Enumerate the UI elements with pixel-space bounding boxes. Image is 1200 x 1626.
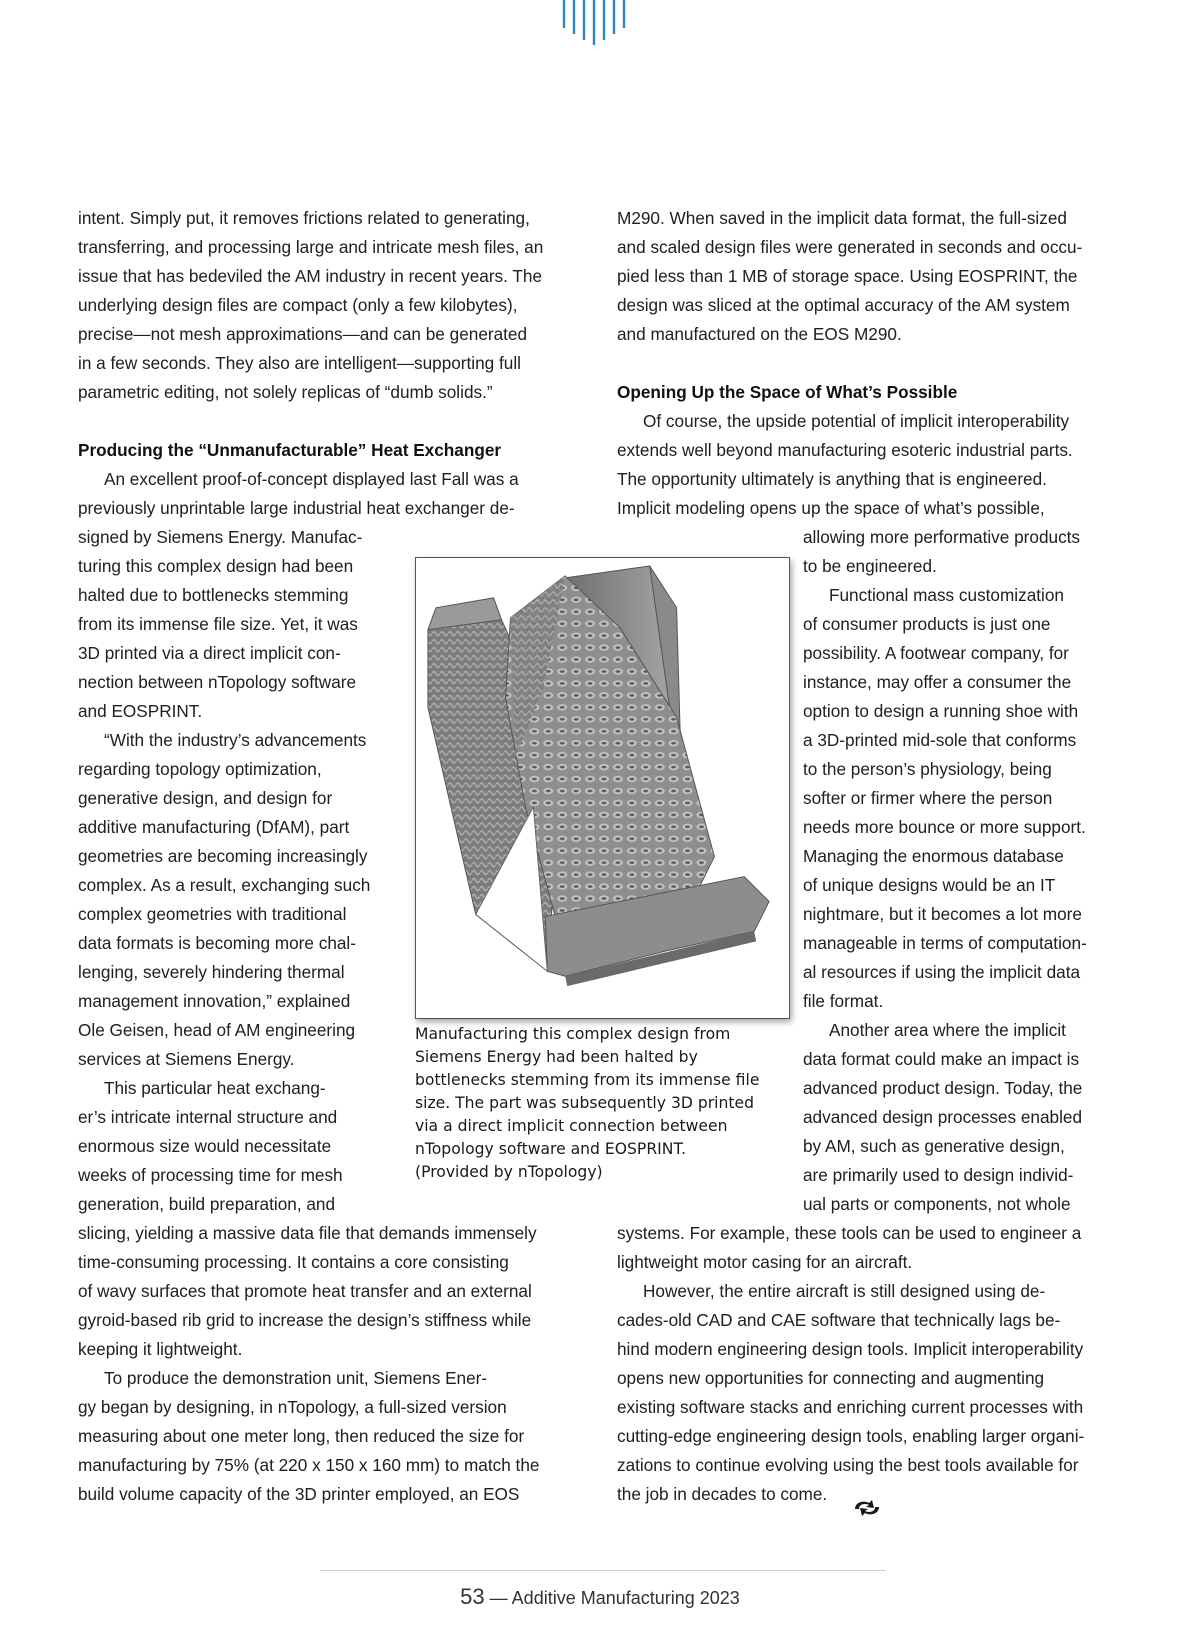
body-line: advanced design processes enabled <box>803 1107 1083 1127</box>
body-line: of consumer products is just one <box>803 614 1051 634</box>
body-line: Implicit modeling opens up the space of what’s possible, <box>617 498 1045 518</box>
body-line: softer or firmer where the person <box>803 788 1053 808</box>
body-line: opens new opportunities for connecting and augmenting <box>617 1368 1045 1388</box>
body-line: ual parts or components, not whole <box>803 1194 1071 1214</box>
body-line: Another area where the implicit <box>829 1020 1066 1040</box>
body-line: allowing more performative products <box>803 527 1081 547</box>
body-line: al resources if using the implicit data <box>803 962 1081 982</box>
body-line: management innovation,” explained <box>78 991 351 1011</box>
body-line: gy began by designing, in nTopology, a full-sized version <box>78 1397 507 1417</box>
body-line: cutting-edge engineering design tools, enabling larger organi- <box>617 1426 1085 1446</box>
body-line: er’s intricate internal structure and <box>78 1107 338 1127</box>
caption-line: Manufacturing this complex design from <box>415 1025 731 1043</box>
body-line: to be engineered. <box>803 556 937 576</box>
body-line: precise—not mesh approximations—and can be generated <box>78 324 528 344</box>
body-line: halted due to bottlenecks stemming <box>78 585 349 605</box>
body-line: instance, may offer a consumer the <box>803 672 1072 692</box>
section-heading: Producing the “Unmanufacturable” Heat Exchanger <box>78 440 502 460</box>
vertical-lines-icon <box>562 0 642 48</box>
body-line: of wavy surfaces that promote heat transfer and an external <box>78 1281 532 1301</box>
body-line: systems. For example, these tools can be used to engineer a <box>617 1223 1082 1243</box>
body-line: existing software stacks and enriching current processes with <box>617 1397 1084 1417</box>
body-line: and EOSPRINT. <box>78 701 203 721</box>
body-line: manufacturing by 75% (at 220 x 150 x 160 mm) to match the <box>78 1455 540 1475</box>
body-line: Functional mass customization <box>829 585 1064 605</box>
body-line: from its immense file size. Yet, it was <box>78 614 358 634</box>
end-of-article-icon <box>852 1498 882 1518</box>
body-line: a 3D-printed mid-sole that conforms <box>803 730 1077 750</box>
body-line: transferring, and processing large and intricate mesh files, an <box>78 237 544 257</box>
body-line: underlying design files are compact (only a few kilobytes), <box>78 295 518 315</box>
caption-line: bottlenecks stemming from its immense file <box>415 1071 760 1089</box>
body-line: time-consuming processing. It contains a core consisting <box>78 1252 509 1272</box>
body-line: in a few seconds. They also are intelligent—supporting full <box>78 353 521 373</box>
body-line: file format. <box>803 991 884 1011</box>
body-line: The opportunity ultimately is anything that is engineered. <box>617 469 1047 489</box>
body-line: and scaled design files were generated in seconds and occu- <box>617 237 1083 257</box>
body-line: weeks of processing time for mesh <box>78 1165 343 1185</box>
body-line: build volume capacity of the 3D printer employed, an EOS <box>78 1484 520 1504</box>
body-line: enormous size would necessitate <box>78 1136 332 1156</box>
body-line: by AM, such as generative design, <box>803 1136 1065 1156</box>
body-line: signed by Siemens Energy. Manufac- <box>78 527 363 547</box>
body-line: cades-old CAD and CAE software that technically lags be- <box>617 1310 1061 1330</box>
body-line: turing this complex design had been <box>78 556 354 576</box>
body-line: data format could make an impact is <box>803 1049 1080 1069</box>
body-line: regarding topology optimization, <box>78 759 322 779</box>
body-line: complex geometries with traditional <box>78 904 347 924</box>
body-line: slicing, yielding a massive data file that demands immensely <box>78 1223 537 1243</box>
body-line: the job in decades to come. <box>617 1484 828 1504</box>
footer-separator: — <box>489 1588 508 1608</box>
body-line: generation, build preparation, and <box>78 1194 336 1214</box>
body-line: are primarily used to design individ- <box>803 1165 1074 1185</box>
footer-divider <box>320 1570 886 1571</box>
body-line: keeping it lightweight. <box>78 1339 243 1359</box>
body-line: nection between nTopology software <box>78 672 357 692</box>
body-line: pied less than 1 MB of storage space. Using EOSPRINT, the <box>617 266 1078 286</box>
body-line: This particular heat exchang- <box>104 1078 326 1098</box>
body-line: nightmare, but it becomes a lot more <box>803 904 1082 924</box>
body-line: hind modern engineering design tools. Implicit interoperability <box>617 1339 1084 1359</box>
body-line: “With the industry’s advancements <box>104 730 367 750</box>
body-line: Of course, the upside potential of implicit interoperability <box>643 411 1070 431</box>
body-line: of unique designs would be an IT <box>803 875 1056 895</box>
body-line: Ole Geisen, head of AM engineering <box>78 1020 356 1040</box>
body-line: measuring about one meter long, then reduced the size for <box>78 1426 525 1446</box>
body-line: to the person’s physiology, being <box>803 759 1052 779</box>
body-line: possibility. A footwear company, for <box>803 643 1069 663</box>
body-line: zations to continue evolving using the best tools available for <box>617 1455 1079 1475</box>
caption-line: Siemens Energy had been halted by <box>415 1048 698 1066</box>
body-line: design was sliced at the optimal accuracy of the AM system <box>617 295 1070 315</box>
body-line: complex. As a result, exchanging such <box>78 875 371 895</box>
caption-line: nTopology software and EOSPRINT. <box>415 1140 687 1158</box>
section-heading: Opening Up the Space of What’s Possible <box>617 382 958 402</box>
body-line: geometries are becoming increasingly <box>78 846 368 866</box>
body-line: parametric editing, not solely replicas of “dumb solids.” <box>78 382 493 402</box>
body-line: manageable in terms of computation- <box>803 933 1087 953</box>
body-line: Managing the enormous database <box>803 846 1064 866</box>
body-line: M290. When saved in the implicit data format, the full-sized <box>617 208 1067 228</box>
heat-exchanger-photo <box>415 557 790 1019</box>
body-line: advanced product design. Today, the <box>803 1078 1083 1098</box>
caption-line: size. The part was subsequently 3D printed <box>415 1094 754 1112</box>
caption-line: via a direct implicit connection between <box>415 1117 728 1135</box>
body-line: previously unprintable large industrial heat exchanger de- <box>78 498 515 518</box>
body-line: 3D printed via a direct implicit con- <box>78 643 341 663</box>
body-line: option to design a running shoe with <box>803 701 1079 721</box>
body-line: An excellent proof-of-concept displayed last Fall was a <box>104 469 519 489</box>
body-line: However, the entire aircraft is still designed using de- <box>643 1281 1046 1301</box>
body-line: needs more bounce or more support. <box>803 817 1086 837</box>
body-line: lenging, severely hindering thermal <box>78 962 345 982</box>
body-line: additive manufacturing (DfAM), part <box>78 817 350 837</box>
body-line: issue that has bedeviled the AM industry in recent years. The <box>78 266 543 286</box>
body-line: To produce the demonstration unit, Siemens Ener- <box>104 1368 488 1388</box>
publication-name: Additive Manufacturing 2023 <box>511 1588 740 1608</box>
body-line: services at Siemens Energy. <box>78 1049 295 1069</box>
body-line: intent. Simply put, it removes frictions related to generating, <box>78 208 530 228</box>
body-line: and manufactured on the EOS M290. <box>617 324 902 344</box>
page-footer <box>0 1584 1200 1610</box>
body-line: generative design, and design for <box>78 788 333 808</box>
body-line: lightweight motor casing for an aircraft. <box>617 1252 913 1272</box>
body-line: extends well beyond manufacturing esoteric industrial parts. <box>617 440 1073 460</box>
body-line: data formats is becoming more chal- <box>78 933 356 953</box>
caption-line: (Provided by nTopology) <box>415 1163 603 1181</box>
page-number: 53 <box>460 1584 485 1609</box>
body-line: gyroid-based rib grid to increase the design’s stiffness while <box>78 1310 532 1330</box>
